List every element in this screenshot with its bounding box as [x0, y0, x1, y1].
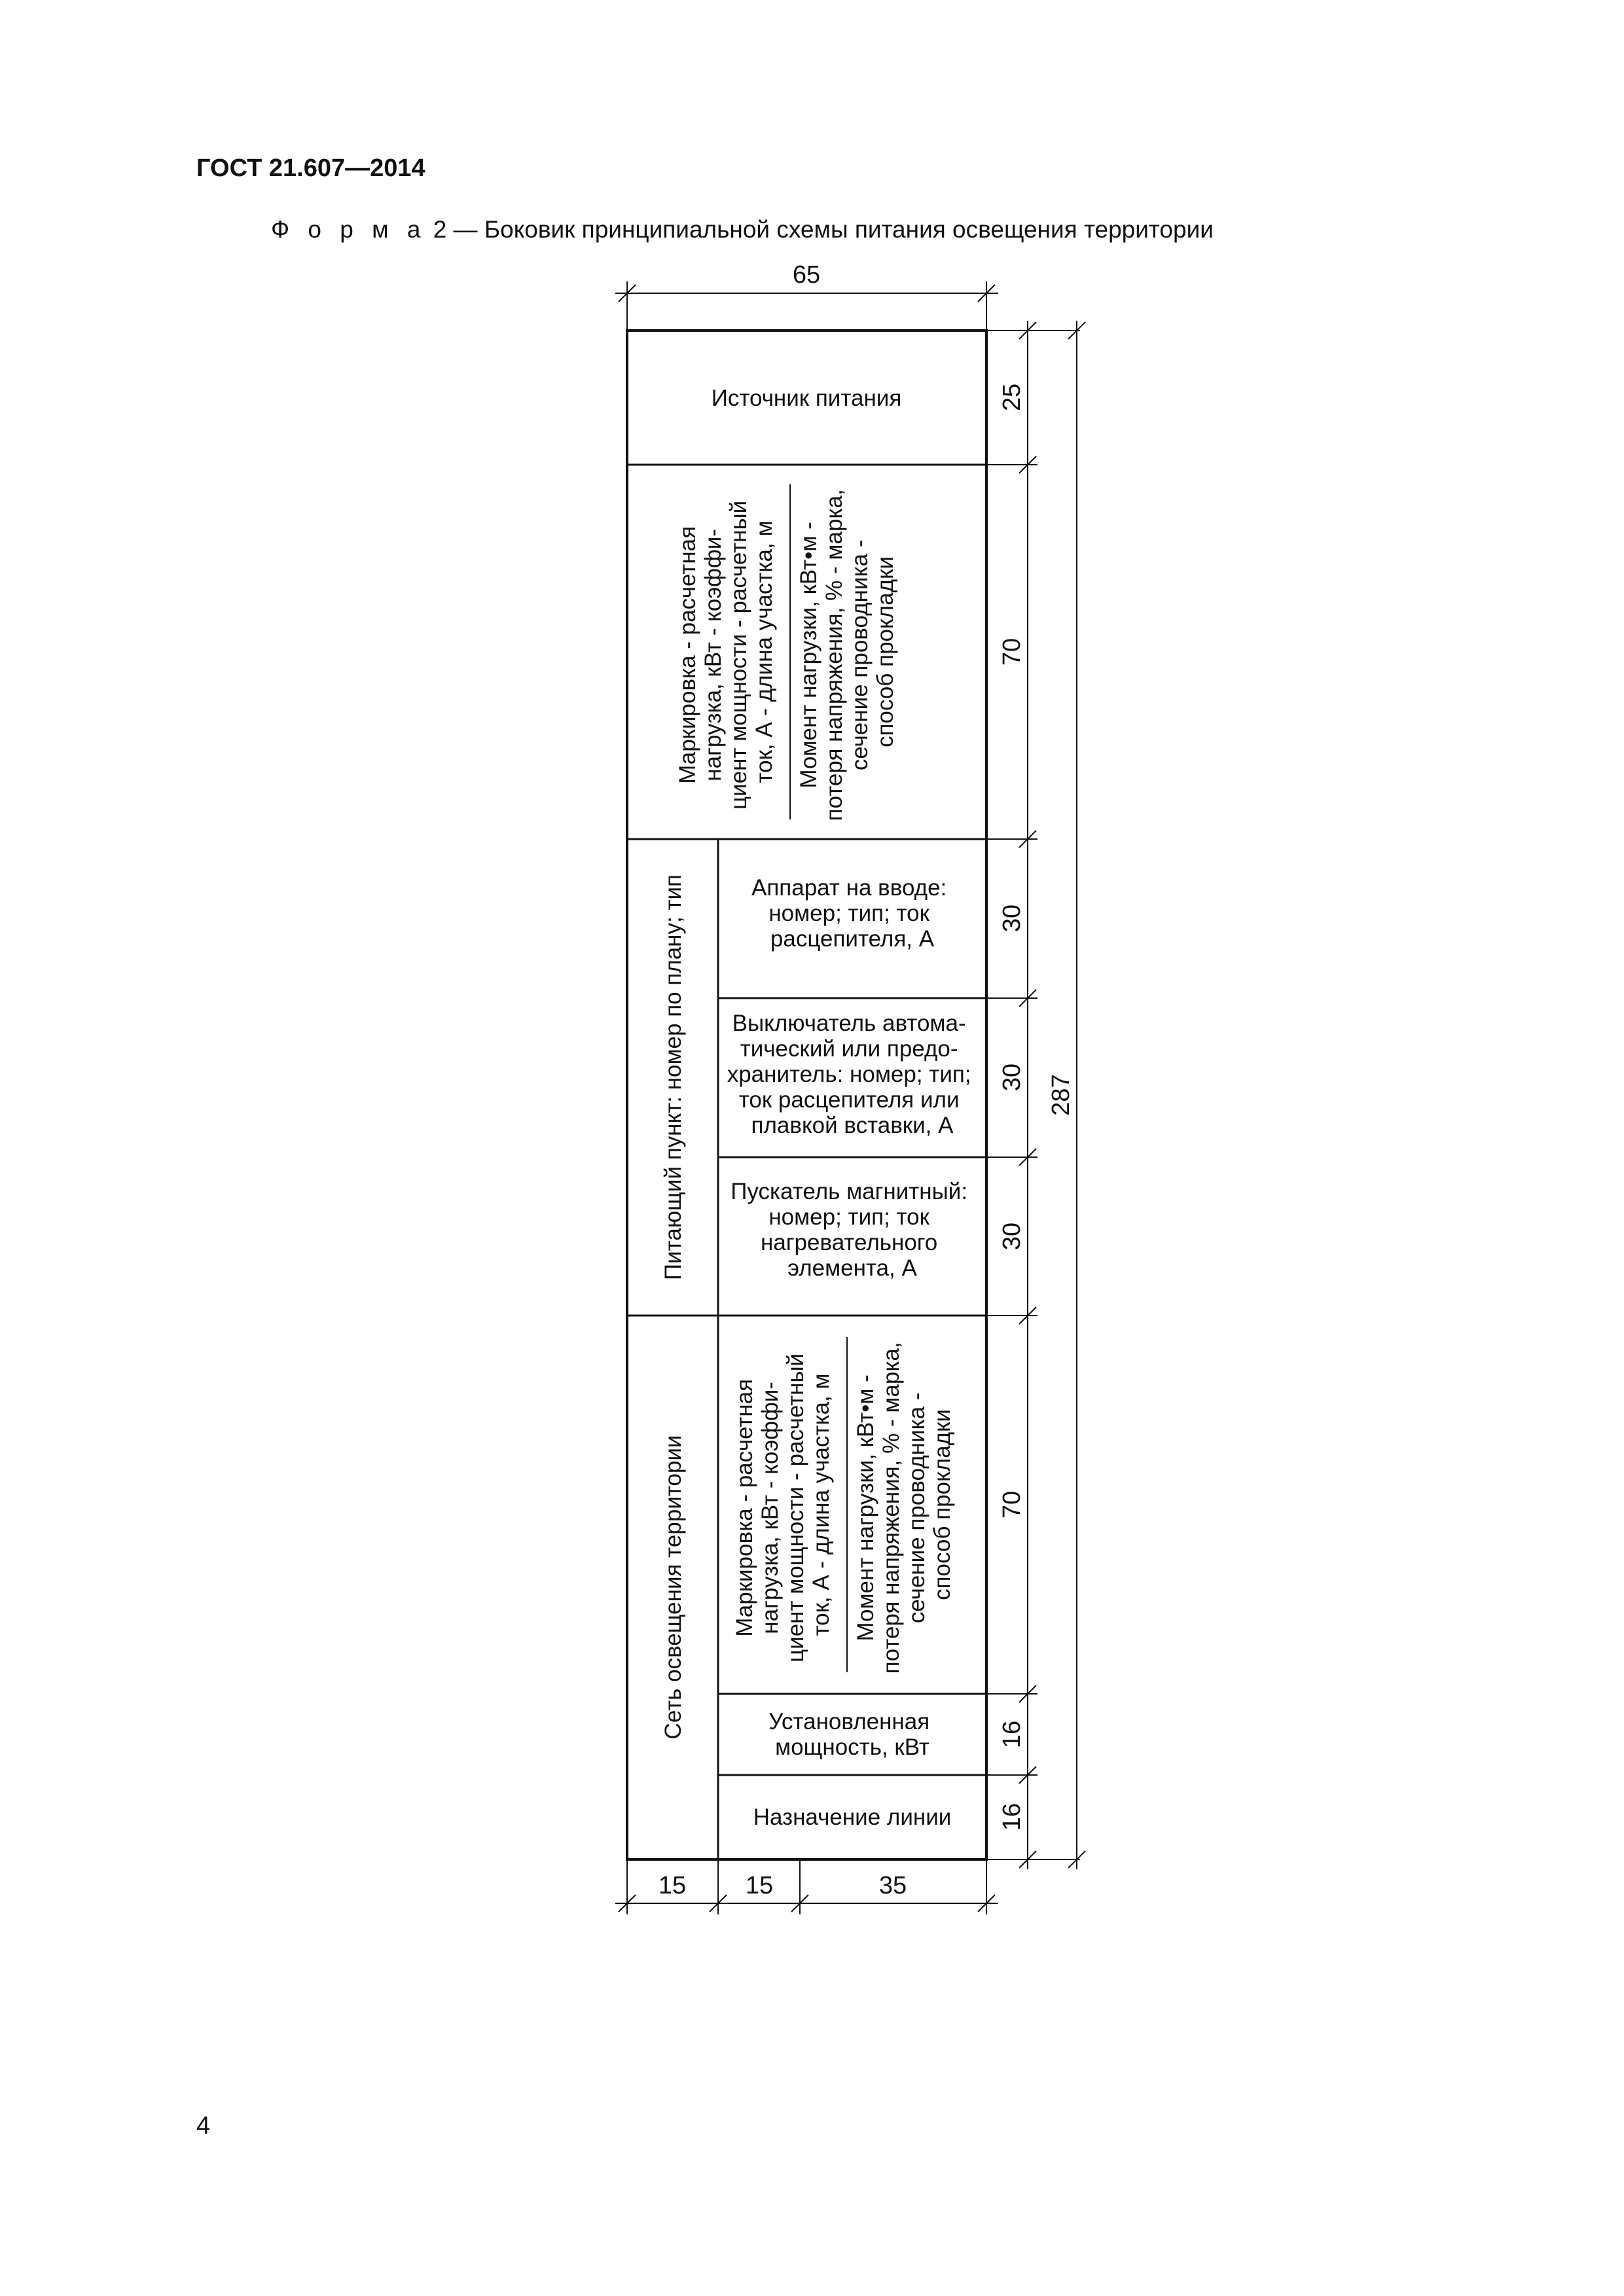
network-feeder-bottom-text	[853, 1336, 955, 1674]
network-feeder-top-text	[732, 1347, 834, 1662]
cell-line-purpose: Назначение линии	[753, 1804, 952, 1830]
cell-magnetic-starter	[731, 1179, 974, 1281]
feeder-bottom-line: сечение проводника -	[847, 539, 873, 771]
circuit-breaker-line: хранитель: номер; тип;	[727, 1062, 971, 1087]
magnetic-starter-line: элемента, А	[787, 1255, 917, 1281]
network-feeder-bottom-line: потеря напряжения, % - марка,	[878, 1342, 904, 1674]
network-feeder-top-line: Маркировка - расчетная	[732, 1378, 757, 1637]
cell-supply-point-label: Питающий пункт: номер по плану; тип	[660, 874, 686, 1280]
magnetic-starter-line: номер; тип; ток	[768, 1204, 929, 1230]
cell-circuit-breaker	[727, 1011, 978, 1138]
network-feeder-bottom-line: Момент нагрузки, кВт•м -	[853, 1374, 878, 1641]
input-device-line: номер; тип; ток	[768, 901, 929, 926]
network-feeder-bottom-line: способ прокладки	[929, 1409, 955, 1600]
circuit-breaker-line: плавкой вставки, А	[751, 1113, 954, 1138]
feeder-bottom-line: Момент нагрузки, кВт•м -	[796, 522, 821, 789]
cell-input-device	[751, 875, 953, 952]
cell-feeder-group	[675, 483, 898, 821]
feeder-bottom-line: способ прокладки	[873, 556, 898, 747]
page-number: 4	[196, 2112, 211, 2140]
dim-row-height: 30	[998, 1222, 1026, 1251]
dim-bottom-width: 35	[878, 1872, 907, 1899]
circuit-breaker-line: тический или предо-	[740, 1036, 958, 1062]
cell-lighting-network-label: Сеть освещения территории	[660, 1435, 686, 1740]
installed-power-line: Установленная	[768, 1709, 930, 1734]
dim-bottom-width: 15	[745, 1872, 774, 1899]
dim-row-height: 16	[998, 1803, 1026, 1831]
magnetic-starter-line: нагревательного	[761, 1230, 938, 1255]
form-word: Ф о р м а	[271, 216, 427, 243]
circuit-breaker-line: Выключатель автома-	[732, 1011, 966, 1036]
cell-installed-power	[768, 1709, 936, 1760]
cell-network-feeder-group	[732, 1336, 955, 1674]
form-title: 2 — Боковик принципиальной схемы питания освещения территории	[433, 216, 1214, 243]
input-device-line: Аппарат на вводе:	[751, 875, 947, 901]
feeder-top-line: циент мощности - расчетный	[726, 500, 751, 810]
network-feeder-top-line: циент мощности - расчетный	[783, 1353, 808, 1662]
network-feeder-bottom-line: сечение проводника -	[904, 1392, 929, 1624]
network-feeder-top-line: нагрузка, кВт - коэффи-	[757, 1382, 783, 1634]
feeder-top-line: Маркировка - расчетная	[675, 526, 700, 784]
feeder-top-line: нагрузка, кВт - коэффи-	[700, 529, 726, 781]
feeder-bottom-text	[796, 483, 898, 821]
feeder-top-text	[675, 494, 777, 810]
input-device-line: расцепителя, А	[770, 926, 935, 952]
dim-height-total: 287	[1047, 1074, 1075, 1116]
cell-power-source: Источник питания	[711, 386, 902, 411]
magnetic-starter-line: Пускатель магнитный:	[731, 1179, 968, 1204]
network-feeder-top-line: ток, А - длина участка, м	[808, 1373, 834, 1636]
dim-width-total: 65	[792, 261, 821, 289]
dim-row-height: 16	[998, 1720, 1026, 1749]
dim-row-height: 25	[998, 383, 1026, 412]
installed-power-line: мощность, кВт	[775, 1734, 929, 1760]
dim-row-height: 70	[998, 1490, 1026, 1519]
circuit-breaker-line: ток расцепителя или	[738, 1087, 960, 1113]
dim-row-height: 30	[998, 904, 1026, 933]
dim-bottom-width: 15	[658, 1872, 687, 1899]
feeder-bottom-line: потеря напряжения, % - марка,	[821, 489, 847, 821]
dim-row-height: 70	[998, 637, 1026, 666]
document-header: ГОСТ 21.607—2014	[196, 154, 425, 182]
feeder-top-line: ток, А - длина участка, м	[751, 520, 777, 783]
dim-row-height: 30	[998, 1063, 1026, 1092]
